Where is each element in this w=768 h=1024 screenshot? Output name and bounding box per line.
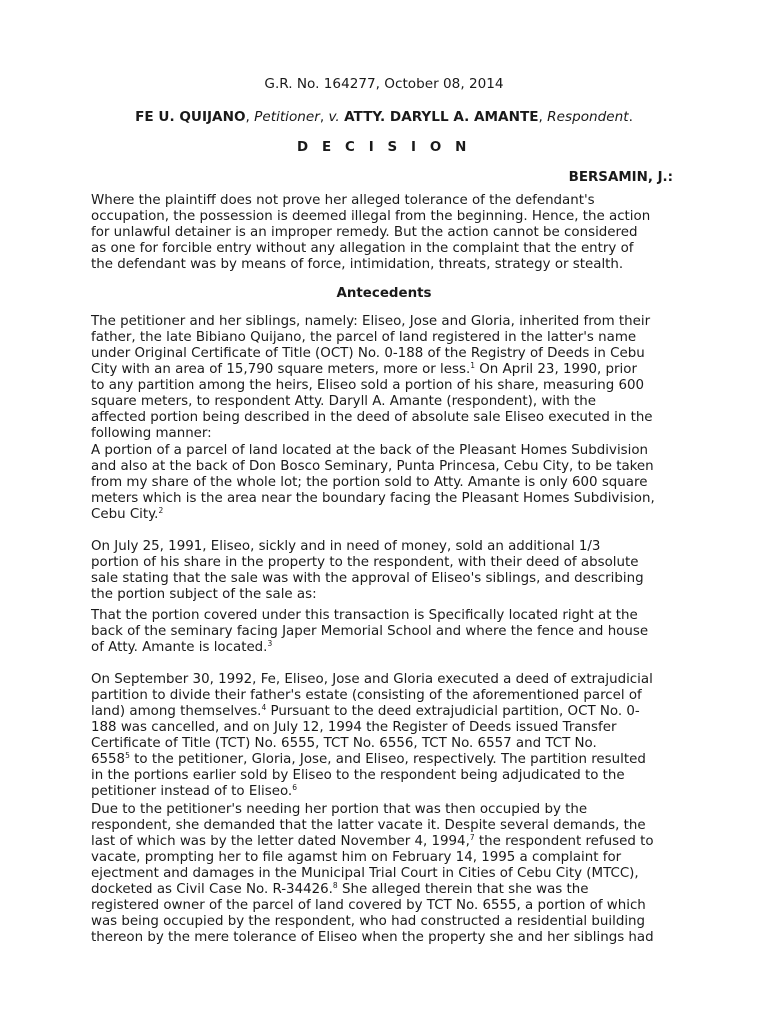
text-line: father, the late Bibiano Quijano, the parcel of land registered in the latter's name	[91, 330, 637, 345]
text-segment: land) among themselves.	[91, 704, 262, 719]
text-line: That the portion covered under this transaction is Specifically located right at the	[91, 608, 638, 623]
text-line: respondent, she demanded that the latter vacate it. Despite several demands, the	[91, 818, 646, 833]
text-line	[91, 882, 681, 898]
footnote-ref[interactable]: 6	[292, 783, 297, 792]
text-line: The petitioner and her siblings, namely: Eliseo, Jose and Gloria, inherited from their	[91, 314, 651, 329]
text-line: registered owner of the parcel of land covered by TCT No. 6555, a portion of which	[91, 898, 646, 913]
versus-label: v.	[328, 109, 340, 125]
footnote-ref[interactable]: 4	[261, 703, 267, 712]
text-line: in the portions earlier sold by Eliseo to the respondent being adjudicated to the	[91, 768, 625, 783]
text-line	[91, 784, 681, 800]
respondent-role: Respondent	[547, 109, 629, 125]
text-line: was being occupied by the respondent, who had constructed a residential building	[91, 914, 646, 929]
text-segment: the respondent refused to	[474, 834, 654, 849]
text-segment: On April 23, 1990, prior	[475, 362, 637, 377]
case-parties: FE U. QUIJANO, Petitioner, v. ATTY. DARYLL A. AMANTE, Respondent.	[135, 109, 633, 125]
text-line: back of the seminary facing Japer Memorial School and where the fence and house	[91, 624, 649, 639]
text-line: partition to divide their father's estate (consisting of the aforementioned parcel of	[91, 688, 642, 703]
text-line	[91, 752, 681, 768]
footnote-ref[interactable]: 2	[158, 506, 164, 515]
petitioner-role: Petitioner	[254, 109, 320, 125]
text-line: the defendant was by means of force, intimidation, threats, strategy or stealth.	[91, 257, 624, 272]
text-segment: 6558	[91, 752, 126, 767]
case-title: G.R. No. 164277, October 08, 2014	[264, 76, 504, 92]
paragraph-1	[91, 314, 681, 442]
text-line: Due to the petitioner's needing her portion that was then occupied by the	[91, 802, 588, 817]
text-line: to any partition among the heirs, Eliseo sold a portion of his share, measuring 600	[91, 378, 645, 393]
text-line: occupation, the possession is deemed illegal from the beginning. Hence, the action	[91, 209, 651, 224]
decision-label: D E C I S I O N	[297, 140, 471, 155]
block-quote-1	[91, 443, 681, 523]
text-line: meters which is the area near the boundary facing the Pleasant Homes Subdivision,	[91, 491, 655, 506]
footnote-ref[interactable]: 5	[125, 751, 130, 760]
respondent-name: ATTY. DARYLL A. AMANTE	[344, 109, 539, 125]
footnote-ref[interactable]: 1	[470, 361, 475, 370]
footnote-ref[interactable]: 8	[332, 881, 338, 890]
text-line: and also at the back of Don Bosco Seminary, Punta Princesa, Cebu City, to be taken	[91, 459, 654, 474]
text-line: Where the plaintiff does not prove her alleged tolerance of the defendant's	[91, 193, 595, 208]
text-segment: petitioner instead of to Eliseo.	[91, 784, 293, 799]
text-line: from my share of the whole lot; the portion sold to Atty. Amante is only 600 square	[91, 475, 648, 490]
intro-paragraph	[91, 193, 681, 273]
paragraph-4	[91, 802, 681, 946]
footnote-ref[interactable]: 3	[267, 639, 273, 648]
petitioner-name: FE U. QUIJANO	[135, 109, 246, 125]
text-line: following manner:	[91, 426, 212, 441]
text-line: square meters, to respondent Atty. Daryll A. Amante (respondent), with the	[91, 394, 597, 409]
text-line: under Original Certificate of Title (OCT) No. 0-188 of the Registry of Deeds in Cebu	[91, 346, 645, 361]
text-line: portion of his share in the property to the respondent, with their deed of absolute	[91, 555, 639, 570]
text-line	[91, 362, 681, 378]
text-line	[91, 507, 681, 523]
text-segment: docketed as Civil Case No. R-34426.	[91, 882, 333, 897]
text-line: as one for forcible entry without any allegation in the complaint that the entry of	[91, 241, 634, 256]
text-line: the portion subject of the sale as:	[91, 587, 317, 602]
text-line: thereon by the mere tolerance of Eliseo when the property she and her siblings had	[91, 930, 654, 945]
text-line: On September 30, 1992, Fe, Eliseo, Jose and Gloria executed a deed of extrajudicial	[91, 672, 653, 687]
text-line: for unlawful detainer is an improper remedy. But the action cannot be considered	[91, 225, 638, 240]
section-heading-antecedents: Antecedents	[336, 286, 432, 301]
ponente: BERSAMIN, J.:	[568, 170, 673, 185]
text-segment: Pursuant to the deed extrajudicial partition, OCT No. 0-	[266, 704, 640, 719]
text-segment: last of which was by the letter dated November 4, 1994,	[91, 834, 470, 849]
text-line: Certificate of Title (TCT) No. 6555, TCT No. 6556, TCT No. 6557 and TCT No.	[91, 736, 597, 751]
paragraph-3	[91, 672, 681, 800]
text-line: vacate, prompting her to file agamst him on February 14, 1995 a complaint for	[91, 850, 622, 865]
text-segment: of Atty. Amante is located.	[91, 640, 268, 655]
text-line	[91, 640, 681, 656]
text-line: sale stating that the sale was with the approval of Eliseo's siblings, and describing	[91, 571, 644, 586]
text-line: affected portion being described in the deed of absolute sale Eliseo executed in the	[91, 410, 653, 425]
text-line	[91, 704, 681, 720]
text-line: A portion of a parcel of land located at the back of the Pleasant Homes Subdivision	[91, 443, 649, 458]
text-line: 188 was cancelled, and on July 12, 1994 the Register of Deeds issued Transfer	[91, 720, 617, 735]
text-segment: Cebu City.	[91, 507, 159, 522]
paragraph-2	[91, 539, 681, 603]
text-line: On July 25, 1991, Eliseo, sickly and in need of money, sold an additional 1/3	[91, 539, 601, 554]
text-segment: She alleged therein that she was the	[337, 882, 589, 897]
block-quote-2	[91, 608, 681, 656]
footnote-ref[interactable]: 7	[469, 833, 475, 842]
text-line: ejectment and damages in the Municipal Trial Court in Cities of Cebu City (MTCC),	[91, 866, 639, 881]
text-segment: City with an area of 15,790 square meters, more or less.	[91, 362, 471, 377]
text-line	[91, 834, 681, 850]
text-segment: to the petitioner, Gloria, Jose, and Eliseo, respectively. The partition resulted	[129, 752, 646, 767]
